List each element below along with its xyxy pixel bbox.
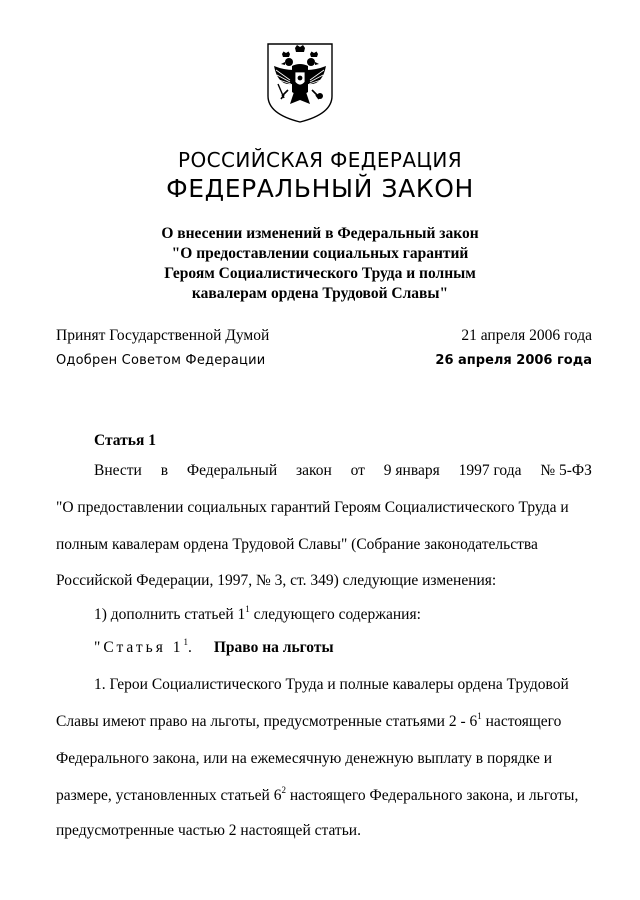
body-line: Российской Федерации, 1997, № 3, ст. 349) следующие изменения:	[56, 572, 497, 589]
law-title-line: О внесении изменений в Федеральный закон	[161, 225, 479, 242]
body-line: полным кавалерам ордена Трудовой Славы" (Собрание законодательства	[56, 536, 538, 553]
body-line: Внести в Федеральный закон от 9 января 1997 года № 5-ФЗ	[94, 462, 592, 479]
law-title-line: кавалерам ордена Трудовой Славы"	[191, 285, 449, 302]
adopted-date: 21 апреля 2006 года	[461, 327, 592, 344]
adopted-label: Принят Государственной Думой	[56, 327, 270, 344]
body-line: 1. Герои Социалистического Труда и полные кавалеры ордена Трудовой	[94, 676, 569, 693]
country-name: РОССИЙСКАЯ ФЕДЕРАЦИЯ	[178, 148, 462, 172]
document-type: ФЕДЕРАЛЬНЫЙ ЗАКОН	[166, 174, 474, 203]
body-line: предусмотренные частью 2 настоящей статьи.	[56, 822, 361, 839]
adoption-row-duma	[56, 327, 592, 347]
body-line: "О предоставлении социальных гарантий Героям Социалистического Труда и	[56, 499, 569, 516]
body-line: размере, установленных статьей $6^2$ настоящего Федерального закона, и льготы,	[56, 784, 579, 804]
body-line: Славы имеют право на льготы, предусмотренные статьями $2 - 6^1$ настоящего	[56, 710, 562, 730]
article-heading: Статья 1	[94, 432, 156, 449]
law-title-line: "О предоставлении социальных гарантий	[171, 245, 469, 262]
law-title-line: Героям Социалистического Труда и полным	[164, 265, 476, 282]
amendment-item: 1) дополнить статьей $1^1$ следующего содержания:	[94, 603, 421, 623]
body-line: Федерального закона, или на ежемесячную денежную выплату в порядке и	[56, 750, 552, 767]
approved-date: 26 апреля 2006 года	[435, 353, 592, 368]
approved-label: Одобрен Советом Федерации	[56, 353, 266, 368]
law-title	[0, 224, 640, 304]
adoption-row-council	[56, 353, 592, 373]
new-article-heading: "Статья $1^1$. Право на льготы	[94, 636, 334, 656]
double-headed-eagle-icon	[264, 40, 336, 124]
